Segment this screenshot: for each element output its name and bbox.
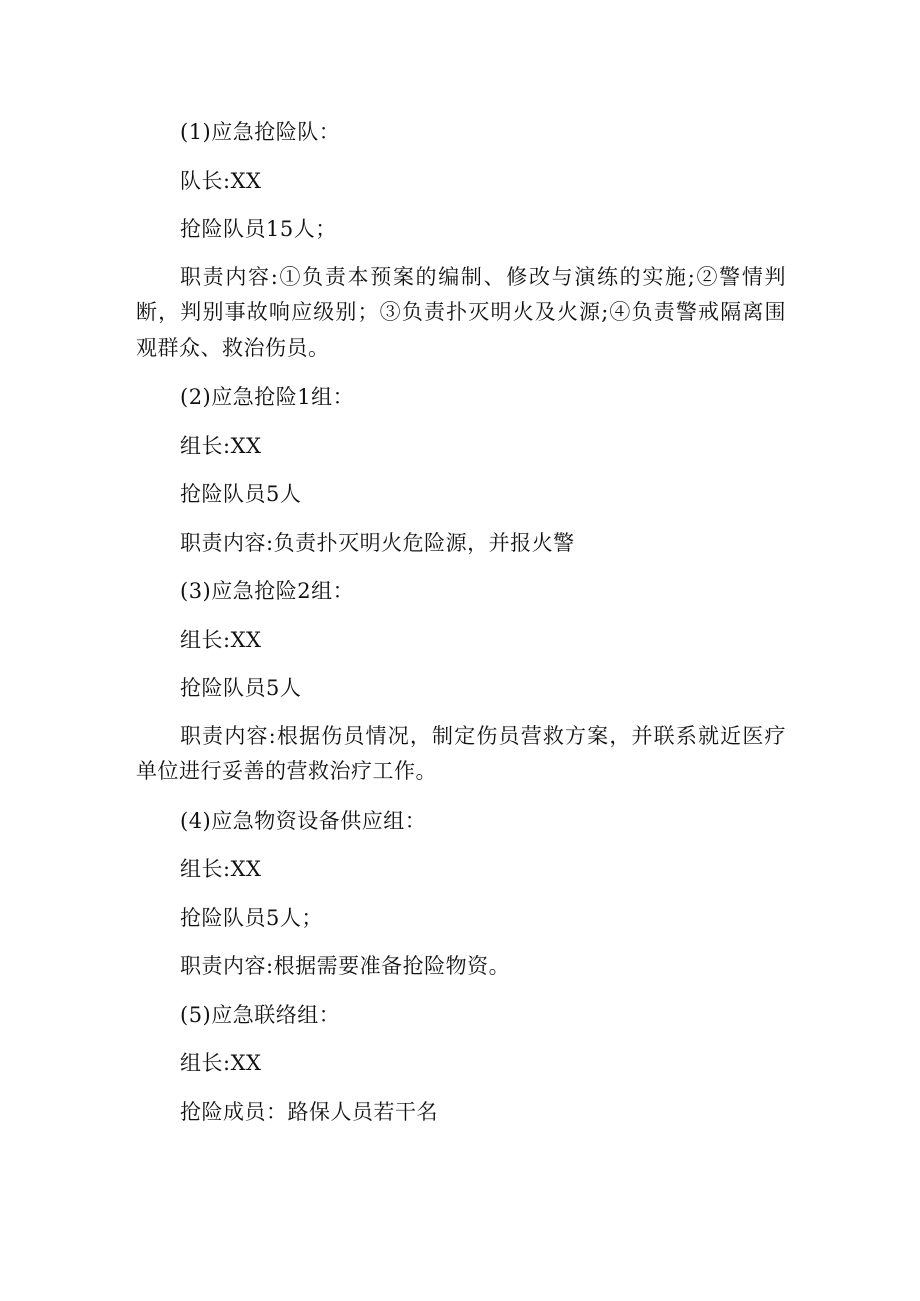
document-body (136, 108, 786, 1136)
section-heading-supply-group: (4)应急物资设备供应组： (180, 808, 427, 833)
group-1-leader: 组长:XX (180, 433, 262, 458)
team-members: 抢险队员15人； (180, 217, 337, 241)
team-duties: 职责内容:①负责本预案的编制、修改与演练的实施;②警情判断，判别事故响应级别；③负责扑灭明火及火源;④负责警戒隔离围观群众、救治伤员。 (136, 264, 786, 360)
section-heading-emergency-team: (1)应急抢险队： (180, 120, 341, 144)
section-heading-group-2: (3)应急抢险2组： (180, 579, 355, 603)
group-2-members: 抢险队员5人 (180, 676, 302, 700)
group-1-duties: 职责内容:负责扑灭明火危险源，并报火警 (180, 530, 575, 555)
team-leader: 队长:XX (180, 168, 262, 193)
liaison-group-members: 抢险成员：路保人员若干名 (180, 1099, 438, 1124)
group-2-leader: 组长:XX (180, 627, 262, 652)
group-2-duties: 职责内容:根据伤员情况，制定伤员营救方案，并联系就近医疗单位进行妥善的营救治疗工作。 (136, 723, 786, 783)
group-1-members: 抢险队员5人 (180, 482, 302, 506)
supply-group-members: 抢险队员5人； (180, 905, 323, 930)
section-heading-liaison-group: (5)应急联络组： (180, 1002, 341, 1027)
section-heading-group-1: (2)应急抢险1组： (180, 385, 355, 409)
supply-group-duties: 职责内容:根据需要准备抢险物资。 (180, 954, 511, 978)
supply-group-leader: 组长:XX (180, 857, 262, 881)
liaison-group-leader: 组长:XX (180, 1051, 262, 1075)
